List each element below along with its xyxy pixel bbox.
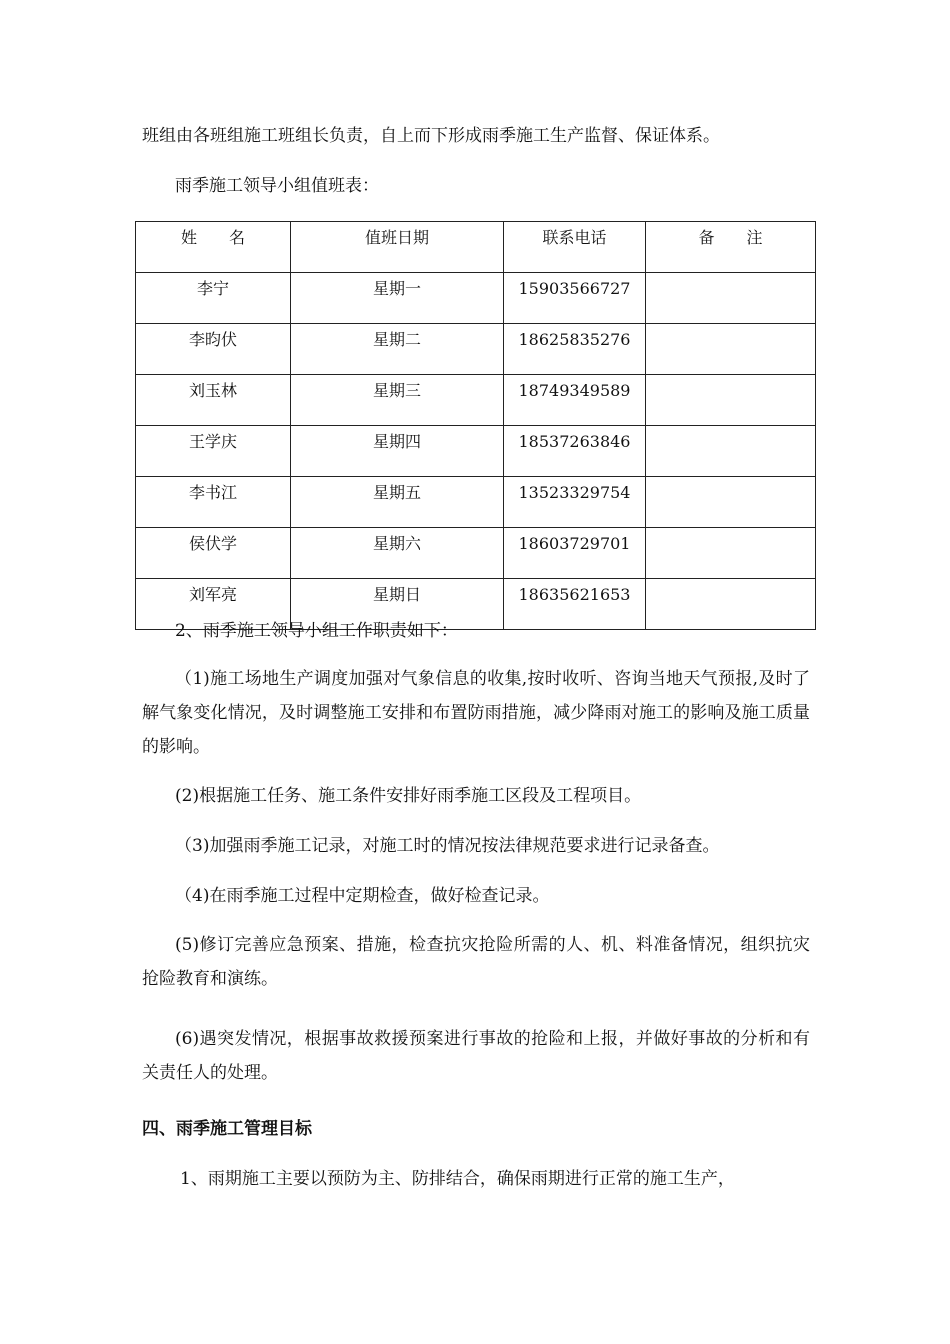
cell-phone: 18635621653: [504, 579, 646, 630]
duty-item-6: (6)遇突发情况，根据事故救援预案进行事故的抢险和上报，并做好事故的分析和有关责任人的处理。: [142, 1029, 810, 1083]
duty-item-2: (2)根据施工任务、施工条件安排好雨季施工区段及工程项目。: [175, 786, 642, 806]
cell-name: 王学庆: [136, 426, 291, 477]
cell-phone: 18537263846: [504, 426, 646, 477]
header-remarks: 备 注: [646, 222, 816, 273]
cell-name: 刘军亮: [136, 579, 291, 630]
header-phone: 联系电话: [504, 222, 646, 273]
duty-item-4: （4)在雨季施工过程中定期检查，做好检查记录。: [175, 886, 550, 906]
duty-item-1: （1)施工场地生产调度加强对气象信息的收集,按时收听、咨询当地天气预报,及时了解气象变化情况，及时调整施工安排和布置防雨措施，减少降雨对施工的影响及施工质量的影响。: [142, 669, 810, 757]
table-header-row: [136, 222, 816, 273]
cell-day: 星期二: [291, 324, 504, 375]
header-name: 姓 名: [136, 222, 291, 273]
table-row: [136, 477, 816, 528]
cell-phone: 18749349589: [504, 375, 646, 426]
cell-note: [646, 273, 816, 324]
cell-note: [646, 375, 816, 426]
section-4-heading: 四、雨季施工管理目标: [142, 1119, 312, 1139]
cell-phone: 18603729701: [504, 528, 646, 579]
cell-day: 星期日: [291, 579, 504, 630]
header-duty-date: 值班日期: [291, 222, 504, 273]
table-row: [136, 375, 816, 426]
cell-name: 刘玉林: [136, 375, 291, 426]
duty-item-5: (5)修订完善应急预案、措施，检查抗灾抢险所需的人、机、料准备情况，组织抗灾抢险教育和演练。: [142, 935, 810, 989]
cell-day: 星期一: [291, 273, 504, 324]
table-row: [136, 324, 816, 375]
cell-phone: 13523329754: [504, 477, 646, 528]
management-goal-line: 1、雨期施工主要以预防为主、防排结合，确保雨期进行正常的施工生产，: [180, 1169, 735, 1189]
duty-item-3: （3)加强雨季施工记录，对施工时的情况按法律规范要求进行记录备查。: [175, 836, 720, 856]
cell-note: [646, 324, 816, 375]
table-row: [136, 426, 816, 477]
cell-day: 星期五: [291, 477, 504, 528]
cell-name: 李宁: [136, 273, 291, 324]
cell-day: 星期四: [291, 426, 504, 477]
cell-name: 李昀伏: [136, 324, 291, 375]
table-row: [136, 273, 816, 324]
cell-note: [646, 477, 816, 528]
cell-note: [646, 528, 816, 579]
cell-name: 李书江: [136, 477, 291, 528]
cell-day: 星期六: [291, 528, 504, 579]
cell-note: [646, 426, 816, 477]
table-row: [136, 528, 816, 579]
duty-roster-table: [135, 221, 816, 630]
cell-name: 侯伏学: [136, 528, 291, 579]
section-2-title: 2、雨季施工领导小组工作职责如下：: [175, 621, 458, 641]
table-caption: 雨季施工领导小组值班表：: [175, 176, 379, 196]
intro-line: 班组由各班组施工班组长负责，自上而下形成雨季施工生产监督、保证体系。: [142, 126, 720, 146]
cell-phone: 15903566727: [504, 273, 646, 324]
cell-day: 星期三: [291, 375, 504, 426]
cell-phone: 18625835276: [504, 324, 646, 375]
